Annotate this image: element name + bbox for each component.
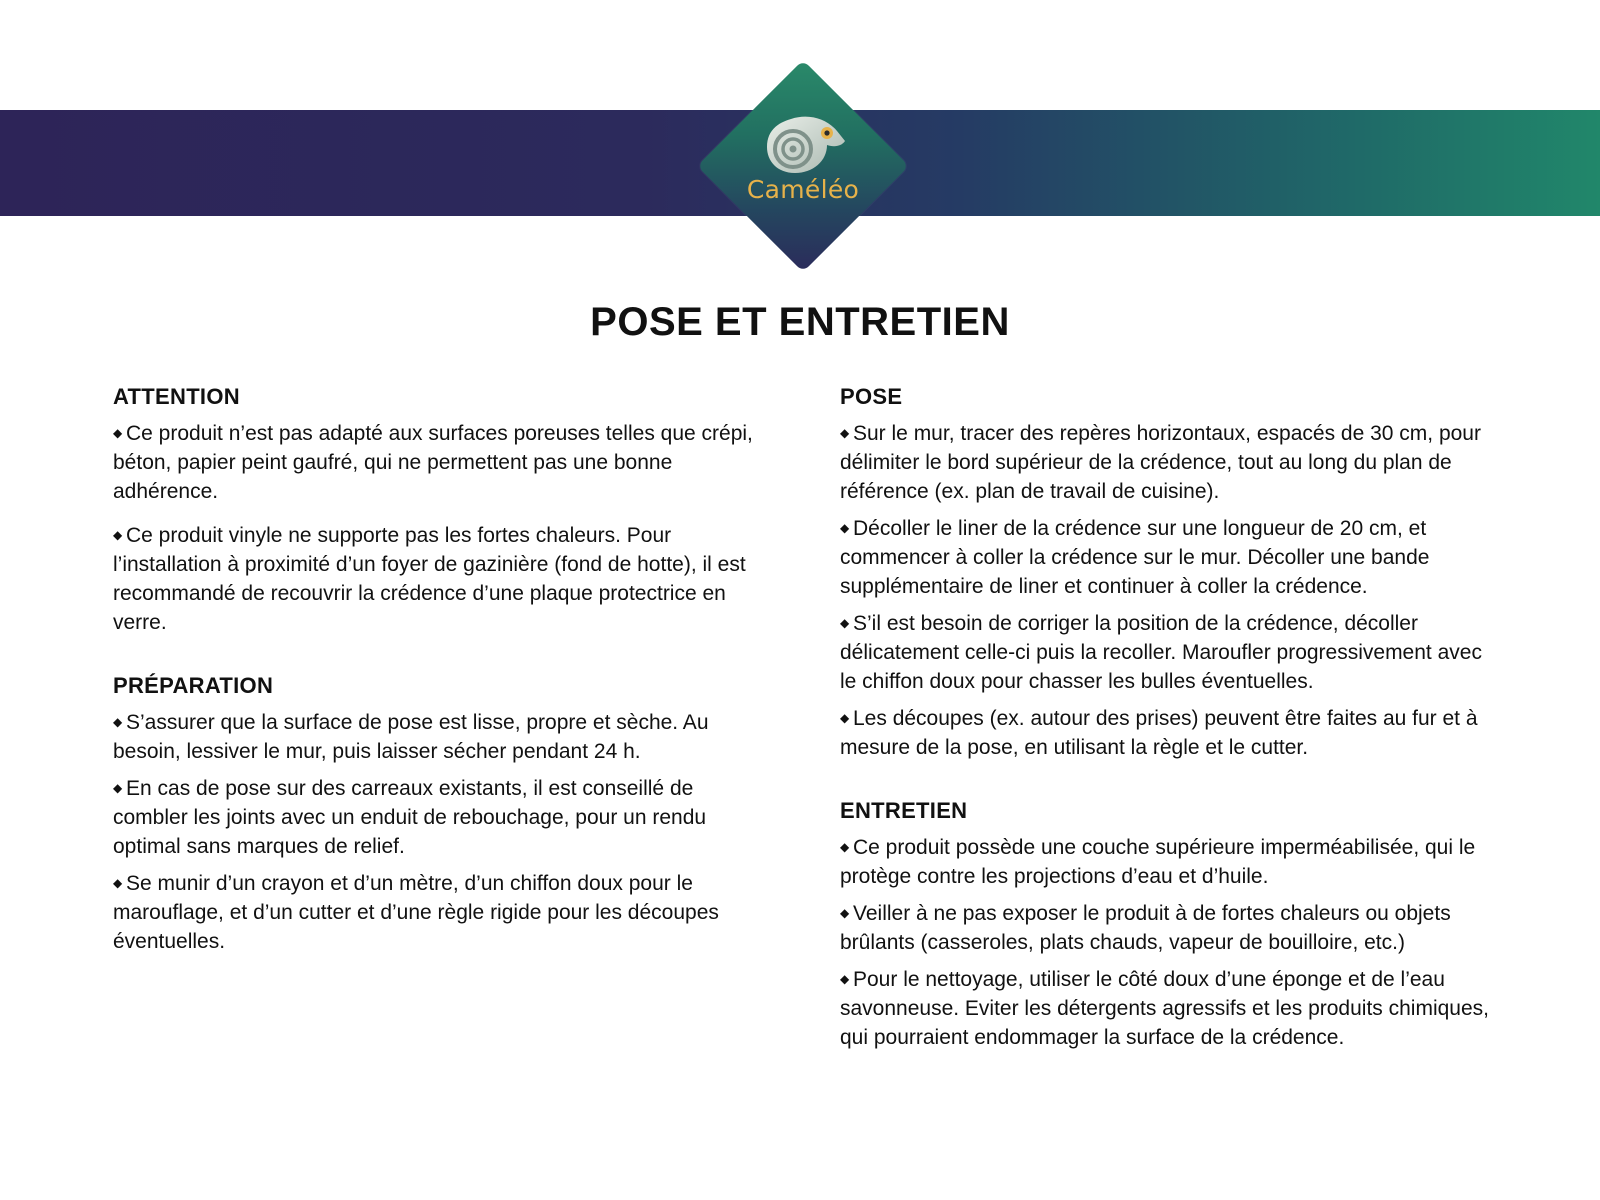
item-text: Ce produit possède une couche supérieure imperméabilisée, qui le protège contre les projections d’eau et d’huile. (840, 836, 1476, 888)
list-item (840, 965, 1500, 1052)
item-text: S’assurer que la surface de pose est lisse, propre et sèche. Au besoin, lessiver le mur, puis laisser sécher pendant 24 h. (113, 711, 709, 763)
bullet-icon: ◆ (840, 972, 850, 986)
bullet-icon: ◆ (840, 906, 850, 920)
list-item (840, 609, 1500, 696)
item-text: Ce produit n’est pas adapté aux surfaces poreuses telles que crépi, béton, papier peint gaufré, qui ne permettent pas une bonne adhérence. (113, 422, 753, 503)
item-text: Décoller le liner de la crédence sur une longueur de 20 cm, et commencer à coller la crédence sur le mur. Décoller une bande supplémentaire de liner et continuer à coller la crédence. (840, 517, 1430, 598)
list-item (840, 704, 1500, 762)
list-item (113, 708, 763, 766)
item-text: Ce produit vinyle ne supporte pas les fortes chaleurs. Pour l’installation à proximité d’un foyer de gazinière (fond de hotte), il est recommandé de recouvrir la crédence d’une plaque protectrice en verre. (113, 524, 746, 634)
bullet-icon: ◆ (840, 711, 850, 725)
item-text: Les découpes (ex. autour des prises) peuvent être faites au fur et à mesure de la pose, en utilisant la règle et le cutter. (840, 707, 1478, 759)
list-item (113, 869, 763, 956)
item-text: Pour le nettoyage, utiliser le côté doux d’une éponge et de l’eau savonneuse. Eviter les détergents agressifs et les produits chimiques, qui pourraient endommager la surface de la crédence. (840, 968, 1490, 1049)
section-attention (113, 384, 763, 637)
list-item (840, 899, 1500, 957)
page-title: POSE ET ENTRETIEN (590, 300, 1010, 344)
section-preparation (113, 673, 763, 956)
list-item (840, 514, 1500, 601)
section-heading: ENTRETIEN (840, 798, 968, 823)
section-pose (840, 384, 1500, 762)
list-item (113, 521, 763, 637)
bullet-icon: ◆ (840, 616, 850, 630)
item-text: Veiller à ne pas exposer le produit à de fortes chaleurs ou objets brûlants (casseroles, plats chauds, vapeur de bouilloire, etc.) (840, 902, 1451, 954)
list-item (840, 833, 1500, 891)
bullet-icon: ◆ (113, 781, 123, 795)
bullet-icon: ◆ (840, 426, 850, 440)
brand-name: Caméléo (746, 175, 860, 204)
right-column (840, 384, 1500, 1088)
bullet-icon: ◆ (113, 876, 123, 890)
bullet-icon: ◆ (113, 528, 123, 542)
item-text: S’il est besoin de corriger la position de la crédence, décoller délicatement celle-ci puis la recoller. Maroufler progressivement avec le chiffon doux pour chasser les bulles éventuelles. (840, 612, 1482, 693)
section-heading: PRÉPARATION (113, 673, 274, 698)
bullet-icon: ◆ (840, 840, 850, 854)
list-item (113, 774, 763, 861)
item-text: Se munir d’un crayon et d’un mètre, d’un chiffon doux pour le marouflage, et d’un cutter et d’une règle rigide pour les découpes éventuelles. (113, 872, 719, 953)
section-heading: ATTENTION (113, 384, 240, 409)
section-entretien (840, 798, 1500, 1052)
item-text: En cas de pose sur des carreaux existants, il est conseillé de combler les joints avec un enduit de rebouchage, pour un rendu optimal sans marques de relief. (113, 777, 707, 858)
chameleon-spiral-icon (761, 111, 849, 177)
bullet-icon: ◆ (113, 426, 123, 440)
brand-logo (696, 59, 910, 273)
list-item (113, 419, 763, 506)
left-column (113, 384, 763, 992)
bullet-icon: ◆ (113, 715, 123, 729)
item-text: Sur le mur, tracer des repères horizontaux, espacés de 30 cm, pour délimiter le bord supérieur de la crédence, tout au long du plan de référence (ex. plan de travail de cuisine). (840, 422, 1481, 503)
list-item (840, 419, 1500, 506)
section-heading: POSE (840, 384, 903, 409)
bullet-icon: ◆ (840, 521, 850, 535)
